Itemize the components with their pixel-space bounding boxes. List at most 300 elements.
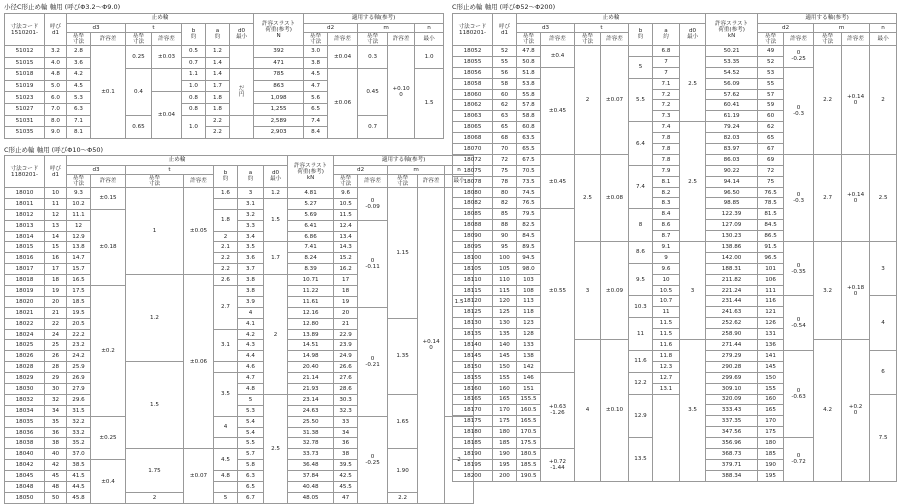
cell-b: 4.8	[214, 471, 238, 482]
header-thrust: 許容スラスト 荷重(参考) kN	[288, 156, 334, 188]
cell-d2: 57	[758, 89, 784, 100]
cell-nominal: 28	[45, 362, 67, 373]
cell-m: 2.2	[388, 492, 418, 503]
cell-code: 18080	[453, 187, 493, 198]
cell-b: 0.8	[182, 92, 206, 104]
cell-code: 18016	[5, 253, 45, 264]
cell-a: 7	[653, 56, 680, 67]
cell-d2: 38	[334, 449, 358, 460]
cell-a: 12.7	[653, 372, 680, 383]
cell-d3: 57.8	[517, 100, 541, 111]
header-shaft: 適用する軸(参考)	[334, 156, 474, 166]
small-c-type-table	[4, 13, 444, 139]
cell-d2: 5.6	[304, 92, 328, 104]
cell-d2: 17	[334, 275, 358, 286]
cell-b: 2	[214, 231, 238, 242]
cell-d0: 1.7	[264, 242, 288, 275]
cell-m: 0.7	[358, 115, 388, 138]
cell-d2: 33	[334, 416, 358, 427]
cell-d2: 136	[758, 340, 784, 351]
cell-nominal: 185	[493, 438, 517, 449]
cell-b: 13.5	[629, 438, 653, 482]
cell-d2: 175	[758, 427, 784, 438]
cell-thrust: 98.85	[706, 198, 758, 209]
cell-t-tol: ±0.10	[601, 340, 629, 482]
cell-m: 0.45	[358, 69, 388, 115]
header-t-basic: 基準 寸法	[126, 175, 184, 188]
table-row	[5, 188, 474, 199]
cell-nominal: 120	[493, 296, 517, 307]
cell-nominal: 5.0	[45, 80, 67, 92]
header-t: t	[126, 165, 214, 175]
cell-d2-tol: 0 -0.21	[358, 307, 388, 416]
cell-code: 18022	[5, 318, 45, 329]
cell-d3: 10.2	[67, 198, 91, 209]
cell-d3: 22.2	[67, 329, 91, 340]
cell-nominal: 90	[493, 231, 517, 242]
cell-thrust: 86.03	[706, 154, 758, 165]
cell-b: 1.0	[182, 115, 206, 138]
cell-b: 1.1	[182, 69, 206, 81]
cell-d3: 103	[517, 274, 541, 285]
cell-thrust: 142.00	[706, 252, 758, 263]
cell-d2: 16.2	[334, 264, 358, 275]
cell-d2: 11.5	[334, 209, 358, 220]
cell-d3: 47.8	[517, 46, 541, 57]
cell-code: 18130	[453, 318, 493, 329]
cell-b: 2.2	[214, 253, 238, 264]
cell-thrust: 90.22	[706, 165, 758, 176]
cell-d3: 13.8	[67, 242, 91, 253]
cell-d2: 10.5	[334, 198, 358, 209]
cell-d3: 138	[517, 350, 541, 361]
cell-d2-tol: 0 -0.25	[358, 416, 388, 503]
cell-d3-tol: ±0.18	[91, 209, 126, 285]
cell-thrust: 127.09	[706, 220, 758, 231]
cell-d3: 9.3	[67, 188, 91, 199]
cell-t: 1.2	[126, 275, 184, 362]
cell-a: 3.5	[238, 242, 264, 253]
cell-code: 18012	[5, 209, 45, 220]
header-d2-basic: 基準 寸法	[758, 33, 784, 46]
cell-b: 1.0	[182, 80, 206, 92]
cell-t: 2.5	[575, 154, 601, 241]
cell-n: 2.5	[870, 154, 897, 241]
header-a: a 約	[653, 23, 680, 46]
cell-d3: 45.8	[67, 492, 91, 503]
cell-thrust: 21.14	[288, 373, 334, 384]
cell-thrust: 347.56	[706, 427, 758, 438]
cell-d3: 16.5	[67, 275, 91, 286]
cell-a: 11.5	[653, 318, 680, 329]
cell-m: 2.2	[814, 46, 842, 155]
cell-thrust: 23.14	[288, 394, 334, 405]
cell-d2: 84.5	[758, 220, 784, 231]
cell-nominal: 55	[493, 56, 517, 67]
cell-d2: 4.5	[304, 69, 328, 81]
cell-t-tol: ±0.03	[152, 46, 182, 69]
cell-thrust: 2,589	[254, 115, 304, 127]
cell-d3: 12	[67, 220, 91, 231]
cell-d3: 33.2	[67, 427, 91, 438]
cell-thrust: 8.39	[288, 264, 334, 275]
cell-nominal: 48	[45, 482, 67, 493]
cell-b: 2.2	[214, 264, 238, 275]
cell-a: 4.1	[238, 318, 264, 329]
cell-a: 4	[238, 307, 264, 318]
c-type-52-200-title: C形止め輪 軸用 (呼びΦ52〜Φ200)	[452, 3, 556, 11]
cell-code: 18045	[5, 471, 45, 482]
cell-d2-tol: 0 -0.35	[784, 242, 814, 296]
cell-code: 18078	[453, 176, 493, 187]
header-d2: d2	[758, 23, 814, 33]
header-n-min: 最小	[870, 33, 897, 46]
cell-thrust: 50.21	[706, 46, 758, 57]
cell-b: 9.5	[629, 263, 653, 296]
cell-nominal: 38	[45, 438, 67, 449]
cell-a: 6.8	[653, 46, 680, 57]
header-m-basic: 基準 寸法	[358, 33, 388, 46]
table-row	[5, 318, 474, 329]
cell-n: 2	[870, 46, 897, 155]
cell-nominal: 150	[493, 361, 517, 372]
cell-d2-tol: 0 -0.54	[784, 296, 814, 350]
header-m-basic: 基準 寸法	[388, 175, 418, 188]
cell-d2: 47	[334, 492, 358, 503]
cell-code: 18095	[453, 242, 493, 253]
cell-d2: 42.5	[334, 471, 358, 482]
cell-d2: 19	[334, 296, 358, 307]
cell-nominal: 60	[493, 89, 517, 100]
cell-code: 18052	[453, 46, 493, 57]
header-d3-basic: 基準 寸法	[517, 33, 541, 46]
cell-d2: 34	[334, 427, 358, 438]
cell-d3: 170.5	[517, 427, 541, 438]
header-t: t	[126, 23, 182, 33]
cell-nominal: 45	[45, 471, 67, 482]
cell-b	[214, 482, 238, 493]
cell-nominal: 82	[493, 198, 517, 209]
cell-d3: 14.7	[67, 253, 91, 264]
cell-b: 8	[629, 209, 653, 242]
cell-thrust: 37.84	[288, 471, 334, 482]
cell-b: 8.6	[629, 242, 653, 264]
cell-d3: 53.8	[517, 78, 541, 89]
cell-thrust: 392	[254, 46, 304, 58]
header-n: n	[415, 23, 444, 33]
cell-thrust: 53.35	[706, 56, 758, 67]
header-nominal: 呼び d1	[45, 156, 67, 188]
table-row	[5, 69, 444, 81]
cell-nominal: 200	[493, 470, 517, 481]
header-n-min: 最小	[415, 33, 444, 46]
cell-b: 1.6	[214, 188, 238, 199]
cell-d3-tol: +0.72 -1.44	[541, 448, 575, 481]
header-n-min: 最小	[445, 175, 474, 188]
cell-n: 1.5	[415, 69, 444, 139]
cell-d3-tol: ±0.45	[541, 154, 575, 208]
cell-d3: 7.1	[67, 115, 91, 127]
cell-thrust: 14.51	[288, 340, 334, 351]
cell-nominal: 7.0	[45, 103, 67, 115]
cell-d2: 13.4	[334, 231, 358, 242]
header-d3-tol: 許容差	[91, 33, 126, 46]
cell-code: 18175	[453, 416, 493, 427]
cell-code: 18070	[453, 144, 493, 155]
cell-d3-tol: ±0.4	[541, 46, 575, 68]
cell-thrust: 48.05	[288, 492, 334, 503]
table-row	[453, 242, 897, 253]
cell-b: 4	[214, 416, 238, 438]
cell-n: 1.0	[415, 46, 444, 69]
cell-nominal: 34	[45, 405, 67, 416]
cell-thrust: 82.03	[706, 133, 758, 144]
table-row	[5, 449, 474, 460]
cell-thrust: 271.44	[706, 340, 758, 351]
cell-d2: 126	[758, 318, 784, 329]
cell-d0: 2.5	[680, 46, 706, 122]
cell-thrust: 130.23	[706, 231, 758, 242]
cell-d3: 37.0	[67, 449, 91, 460]
table-row	[5, 394, 474, 405]
cell-thrust: 24.63	[288, 405, 334, 416]
cell-d3: 4.2	[67, 69, 91, 81]
cell-a: 10.7	[653, 296, 680, 307]
cell-code: 18056	[453, 67, 493, 78]
cell-m-tol: +0.2 0	[842, 340, 870, 482]
cell-a: 4.4	[238, 351, 264, 362]
cell-n: 2	[445, 416, 474, 503]
cell-a: 5.3	[238, 405, 264, 416]
cell-thrust: 12.16	[288, 307, 334, 318]
cell-d3-tol: ±0.4	[91, 460, 126, 504]
cell-nominal: 56	[493, 67, 517, 78]
cell-thrust: 2,903	[254, 127, 304, 139]
cell-a: 3.9	[238, 296, 264, 307]
cell-t: 0.65	[126, 115, 152, 138]
header-t-basic: 基準 寸法	[126, 33, 152, 46]
cell-d2: 28.6	[334, 384, 358, 395]
cell-code: 18024	[5, 329, 45, 340]
cell-code: 18019	[5, 286, 45, 297]
cell-b: 5	[629, 56, 653, 78]
cell-d3: 63.5	[517, 133, 541, 144]
cell-thrust: 1,255	[254, 103, 304, 115]
cell-nominal: 155	[493, 372, 517, 383]
cell-d0: 3.5	[680, 340, 706, 482]
cell-thrust: 8.24	[288, 253, 334, 264]
cell-nominal: 22	[45, 318, 67, 329]
cell-d3: 4.5	[67, 80, 91, 92]
cell-a: 1.4	[206, 57, 230, 69]
cell-d2: 78.5	[758, 198, 784, 209]
cell-d3: 44.5	[67, 482, 91, 493]
cell-a: 9.1	[653, 242, 680, 253]
cell-a: 2.2	[206, 127, 230, 139]
header-ring: 止め輪	[67, 14, 254, 24]
cell-nominal: 35	[45, 416, 67, 427]
cell-code: 18195	[453, 459, 493, 470]
cell-nominal: 30	[45, 384, 67, 395]
cell-code: 18025	[5, 340, 45, 351]
cell-d2: 53	[758, 67, 784, 78]
cell-a: 10.5	[653, 285, 680, 296]
header-a: a 約	[206, 23, 230, 46]
cell-nominal: 80	[493, 187, 517, 198]
cell-code: 18065	[453, 122, 493, 133]
cell-d3: 94.5	[517, 252, 541, 263]
cell-thrust: 11.61	[288, 296, 334, 307]
cell-thrust: 12.80	[288, 318, 334, 329]
cell-t-tol	[152, 69, 182, 92]
cell-d2-tol: ±0.04	[328, 46, 358, 69]
cell-code: 18011	[5, 198, 45, 209]
cell-d3: 118	[517, 307, 541, 318]
cell-code: 18021	[5, 307, 45, 318]
cell-d2: 9.6	[334, 188, 358, 199]
cell-d2: 45.5	[334, 482, 358, 493]
cell-t: 1	[126, 188, 184, 275]
cell-nominal: 115	[493, 285, 517, 296]
cell-thrust: 188.31	[706, 263, 758, 274]
cell-a: 3.6	[238, 253, 264, 264]
cell-m: 1.90	[388, 449, 418, 493]
cell-t-tol: ±0.09	[601, 242, 629, 340]
cell-a: 8.1	[653, 176, 680, 187]
cell-code: 18034	[5, 405, 45, 416]
cell-thrust: 61.19	[706, 111, 758, 122]
header-d0: d0 最小	[230, 23, 254, 46]
cell-code: 18100	[453, 252, 493, 263]
cell-b	[214, 362, 238, 373]
cell-d3: 155.5	[517, 394, 541, 405]
cell-a: 1.8	[206, 92, 230, 104]
header-thrust: 許容スラスト 荷重(参考) kN	[706, 14, 758, 46]
cell-a: 8.7	[653, 231, 680, 242]
cell-d2: 165	[758, 405, 784, 416]
cell-d2-tol: 0 -0.25	[784, 46, 814, 68]
cell-code: 18040	[5, 449, 45, 460]
cell-b: 3.1	[214, 329, 238, 362]
cell-thrust: 4.81	[288, 188, 334, 199]
cell-code: 18032	[5, 394, 45, 405]
cell-b: 6.4	[629, 122, 653, 166]
cell-m: 0.3	[358, 46, 388, 69]
cell-d2: 26.6	[334, 362, 358, 373]
cell-a: 9	[653, 252, 680, 263]
cell-d2: 60	[758, 111, 784, 122]
cell-d2: 7.4	[304, 115, 328, 127]
cell-nominal: 110	[493, 274, 517, 285]
cell-d3: 76.5	[517, 198, 541, 209]
cell-b: 2.6	[214, 275, 238, 286]
cell-thrust: 299.69	[706, 372, 758, 383]
cell-d3-tol: ±0.25	[91, 416, 126, 460]
cell-d2: 185	[758, 448, 784, 459]
cell-d3: 123	[517, 318, 541, 329]
cell-a: 1.4	[206, 69, 230, 81]
cell-b: 4.5	[214, 449, 238, 471]
header-n: n	[445, 165, 474, 175]
cell-d3: 82.5	[517, 220, 541, 231]
cell-nominal: 6.0	[45, 92, 67, 104]
cell-nominal: 125	[493, 307, 517, 318]
cell-code: 18160	[453, 383, 493, 394]
cell-d3: 29.6	[67, 394, 91, 405]
cell-a: 7.8	[653, 133, 680, 144]
cell-d3: 41.5	[67, 471, 91, 482]
cell-d2: 62	[758, 122, 784, 133]
cell-d2: 15.2	[334, 253, 358, 264]
cell-d2: 111	[758, 285, 784, 296]
cell-d3: 133	[517, 340, 541, 351]
cell-code: 18125	[453, 307, 493, 318]
cell-a: 8.6	[653, 220, 680, 231]
cell-code: 18036	[5, 427, 45, 438]
cell-d3: 6.3	[67, 103, 91, 115]
cell-a: 4.8	[238, 384, 264, 395]
cell-code: 18110	[453, 274, 493, 285]
cell-code: 18017	[5, 264, 45, 275]
cell-d2: 75	[758, 176, 784, 187]
cell-a: 5.4	[238, 416, 264, 427]
cell-d0: 2.5	[680, 122, 706, 242]
cell-d2: 195	[758, 470, 784, 481]
cell-code: 18105	[453, 263, 493, 274]
cell-d2: 59	[758, 100, 784, 111]
cell-a: 8.2	[653, 187, 680, 198]
cell-code: 18042	[5, 460, 45, 471]
header-d3-tol: 許容差	[541, 33, 575, 46]
cell-a: 6.3	[238, 471, 264, 482]
cell-nominal: 32	[45, 394, 67, 405]
cell-d2-tol: 0 -0.3	[784, 154, 814, 241]
cell-d2: 106	[758, 274, 784, 285]
cell-t-tol: ±0.08	[601, 154, 629, 241]
cell-d3-tol: ±0.55	[541, 209, 575, 372]
cell-code: 18035	[5, 416, 45, 427]
cell-b: 0.8	[182, 103, 206, 115]
cell-m-tol: +0.14 0	[842, 154, 870, 241]
cell-nominal: 190	[493, 448, 517, 459]
header-t: t	[575, 23, 629, 33]
cell-nominal: 36	[45, 427, 67, 438]
cell-thrust: 221.24	[706, 285, 758, 296]
cell-a: 3	[238, 188, 264, 199]
header-m-tol: 許容差	[388, 33, 415, 46]
cell-d3-tol: ±0.45	[541, 67, 575, 154]
cell-d2: 27.6	[334, 373, 358, 384]
cell-d3: 146	[517, 372, 541, 383]
cell-a: 4.6	[238, 362, 264, 373]
cell-d3: 50.8	[517, 56, 541, 67]
cell-code: 18200	[453, 470, 493, 481]
cell-b: 0.5	[182, 46, 206, 58]
cell-d2: 49	[758, 46, 784, 57]
cell-m: 3.2	[814, 242, 842, 340]
header-d3: d3	[67, 23, 126, 33]
c-type-10-50-body	[5, 188, 474, 504]
cell-a: 12.3	[653, 361, 680, 372]
cell-d2: 76.5	[758, 187, 784, 198]
cell-a: 1.8	[206, 103, 230, 115]
cell-nominal: 105	[493, 263, 517, 274]
cell-nominal: 68	[493, 133, 517, 144]
cell-code: 18090	[453, 231, 493, 242]
cell-d2-tol: 0 -0.11	[358, 220, 388, 307]
c-type-52-200-body	[453, 46, 897, 482]
cell-a: 7.1	[653, 78, 680, 89]
